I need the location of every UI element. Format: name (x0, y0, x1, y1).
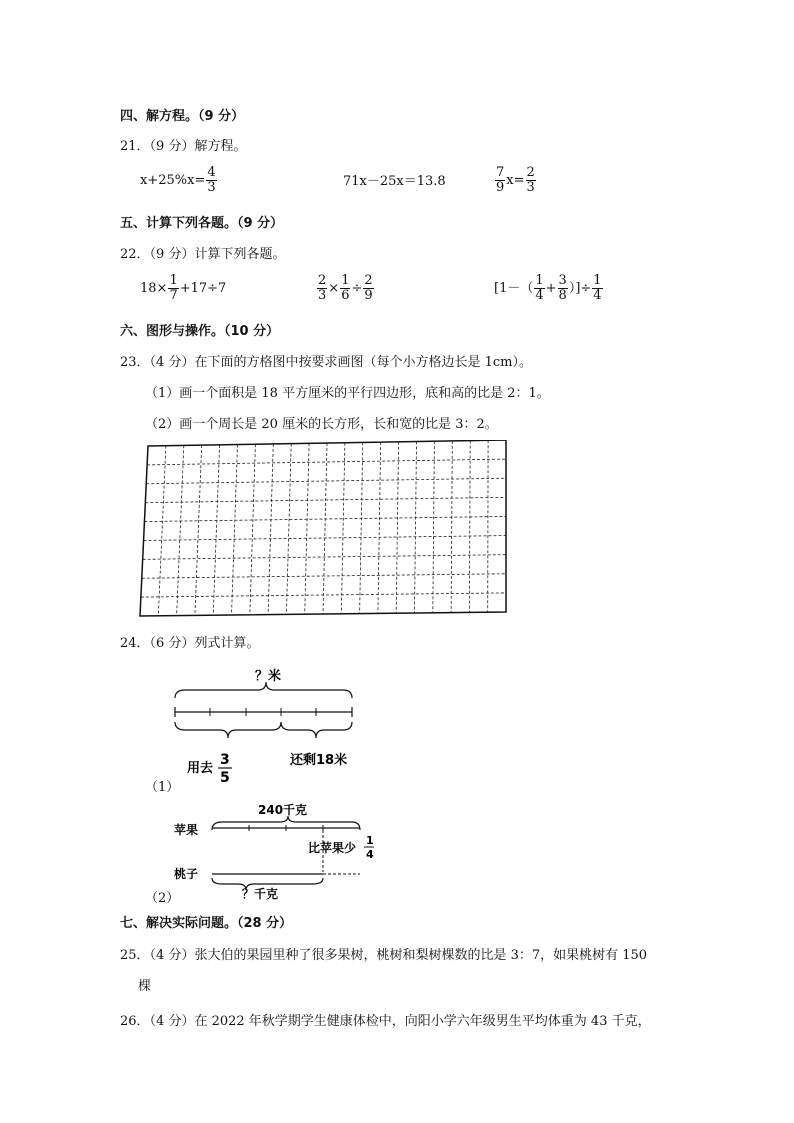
less-fraction-denominator: 4 (366, 848, 374, 861)
diagram-1-index: （1） (145, 780, 180, 795)
section-heading-7: 七、解决实际问题。（28 分） (120, 916, 293, 931)
expression-1: 18× $\frac{1}{7}$ +17÷7 (140, 273, 227, 303)
question-23-item-1: （1）画一个面积是 18 平方厘米的平行四边形，底和高的比是 2：1。 (145, 386, 550, 401)
question-24-prompt: 24．（6 分）列式计算。 (120, 636, 260, 651)
apple-label: 苹果 (174, 823, 199, 837)
grid-vertical-line (323, 443, 327, 614)
less-label: 比苹果少 (308, 841, 357, 855)
diagram-1-remaining-label: 还剩18米 (290, 753, 348, 768)
expression-2: $\frac{2}{3}$ × $\frac{1}{6}$ ÷ $\frac{2}{9}$ (318, 273, 373, 303)
peach-unknown-label: ？千克 (242, 887, 279, 900)
grid-vertical-line (360, 442, 363, 613)
question-21-prompt: 21．（9 分）解方程。 (120, 139, 247, 154)
equation-1 (140, 166, 218, 195)
equation-2: 71x－25x＝13.8 (343, 174, 446, 189)
grid-vertical-line (213, 445, 219, 615)
grid-vertical-line (177, 445, 184, 615)
grid-vertical-line (158, 446, 166, 616)
question-22-prompt: 22．（9 分）计算下列各题。 (120, 247, 286, 262)
grid-vertical-line (469, 441, 470, 613)
expression-3: [1－（ $\frac{1}{4}$ + $\frac{3}{8}$ ）]÷ $\frac{1}{4}$ (494, 273, 602, 303)
top-brace (175, 682, 352, 698)
bottom-brace-used (175, 722, 281, 738)
grid-vertical-line (250, 444, 256, 615)
grid-vertical-line (195, 445, 202, 615)
grid-dashed-lines (141, 440, 506, 616)
grid-vertical-line (396, 442, 398, 613)
grid-vertical-line (286, 444, 291, 615)
equation-3: $\frac{7}{9}$ x= $\frac{2}{3}$ (496, 165, 535, 195)
grid-vertical-line (415, 442, 417, 614)
fraction: $\frac{2}{9}$ (364, 273, 373, 303)
diagram-1-top-label: ？米 (255, 669, 282, 684)
diagram-1-used-label: 用去 (187, 761, 214, 776)
fraction: $\frac{7}{9}$ (496, 165, 505, 195)
fraction: $\frac{2}{3}$ (318, 273, 327, 303)
grid-vertical-line (451, 441, 452, 613)
section-heading-6: 六、图形与操作。（10 分） (120, 324, 280, 339)
grid-paper (135, 440, 515, 620)
section-heading-5: 五、计算下列各题。（9 分） (120, 216, 284, 231)
fraction: $\frac{1}{4}$ (593, 273, 602, 303)
grid-vertical-line (268, 444, 273, 615)
line-diagram-1 (140, 660, 380, 790)
question-25-line-2: 棵 (138, 979, 152, 994)
used-fraction-denominator: 5 (220, 770, 230, 786)
diagram-2-index: （2） (145, 891, 180, 906)
line-diagram-2 (170, 800, 400, 900)
grid-vertical-line (305, 443, 309, 614)
peach-label: 桃子 (174, 867, 199, 881)
section-heading-4: 四、解方程。（9 分） (120, 109, 245, 124)
apple-total-label: 240千克 (258, 803, 308, 817)
grid-border (140, 440, 506, 616)
fraction: $\frac{4}{3}$ (207, 165, 216, 195)
equation-1-left: x+25%x= (140, 173, 206, 188)
fraction: $\frac{2}{3}$ (526, 165, 535, 195)
fraction: $\frac{1}{4}$ (535, 273, 544, 303)
fraction: $\frac{3}{8}$ (558, 273, 567, 303)
question-26-line-1: 26．（4 分）在 2022 年秋学期学生健康体检中，向阳小学六年级男生平均体重为 43 千克， (120, 1014, 651, 1029)
grid-vertical-line (433, 441, 435, 613)
question-25-line-1: 25．（4 分）张大伯的果园里种了很多果树，桃树和梨树棵数的比是 3：7，如果桃树有 150 (120, 948, 648, 963)
grid-vertical-line (232, 445, 238, 616)
bottom-brace-left (281, 722, 352, 738)
grid-vertical-line (341, 443, 345, 614)
fraction: $\frac{1}{6}$ (341, 273, 350, 303)
grid-vertical-line (378, 442, 381, 613)
question-23-item-2: （2）画一个周长是 20 厘米的长方形，长和宽的比是 3：2。 (145, 417, 498, 432)
fraction: $\frac{1}{7}$ (169, 273, 178, 303)
question-23-prompt: 23．（4 分）在下面的方格图中按要求画图（每个小方格边长是 1cm）。 (120, 355, 532, 370)
used-fraction-numerator: 3 (220, 752, 230, 768)
less-fraction-numerator: 1 (366, 834, 374, 847)
